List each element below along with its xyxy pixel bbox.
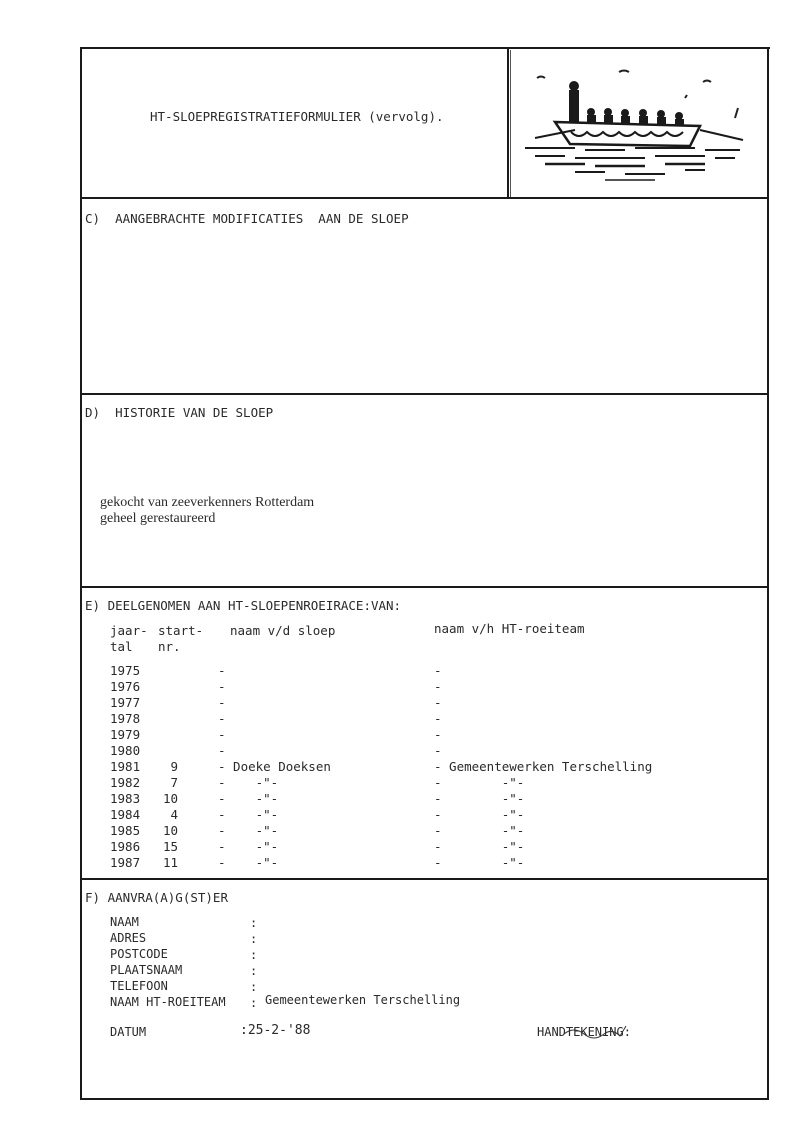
race-team-name: - -"- <box>434 775 525 790</box>
field-label-plaatsnaam: PLAATSNAAM <box>110 963 183 977</box>
race-team-name: - <box>434 695 442 710</box>
col-header-boat: naam v/d sloep <box>230 623 336 638</box>
signature-label: HANDTEKENING: <box>537 1025 631 1039</box>
date-value[interactable]: :25-2-'88 <box>240 1023 311 1038</box>
col-header-start-2: nr. <box>158 639 181 654</box>
field-colon: : <box>250 980 258 994</box>
race-team-name: - -"- <box>434 839 525 854</box>
bird-icon <box>685 95 687 98</box>
section-d-heading: D) HISTORIE VAN DE SLOEP <box>85 405 274 420</box>
date-label: DATUM <box>110 1025 147 1039</box>
col-header-year-1: jaar- <box>110 623 148 638</box>
col-header-team: naam v/h HT-roeiteam <box>434 621 585 636</box>
race-team-name: - <box>434 679 442 694</box>
form-title: HT-SLOEPREGISTRATIEFORMULIER (vervolg). <box>150 109 444 124</box>
race-boat-name: - <box>218 695 226 710</box>
col-header-year-2: tal <box>110 639 133 654</box>
bird-icon <box>537 77 545 79</box>
race-year: 1978 <box>110 711 141 726</box>
race-team-name: - -"- <box>434 855 525 870</box>
field-label-telefoon: TELEFOON <box>110 979 168 993</box>
history-line-1: gekocht van zeeverkenners Rotterdam <box>100 495 315 510</box>
signature-mark <box>560 1022 650 1042</box>
race-year: 1985 <box>110 823 141 838</box>
race-team-name: - -"- <box>434 823 525 838</box>
field-label-roeiteam: NAAM HT-ROEITEAM <box>110 995 226 1009</box>
race-boat-name: - -"- <box>218 791 279 806</box>
section-e-heading: E) DEELGENOMEN AAN HT-SLOEPENROEIRACE:VAN: <box>85 598 402 613</box>
race-team-name: - <box>434 663 442 678</box>
race-boat-name: - <box>218 743 226 758</box>
race-start-nr: 7 <box>170 775 178 790</box>
race-start-nr: 10 <box>162 823 178 838</box>
field-colon: : <box>250 948 258 962</box>
race-team-name: - <box>434 743 442 758</box>
field-value-roeiteam[interactable]: Gemeentewerken Terschelling <box>265 993 461 1007</box>
field-colon: : <box>250 916 258 930</box>
race-year: 1983 <box>110 791 141 806</box>
field-colon: : <box>250 964 258 978</box>
frame-right <box>767 47 769 1100</box>
race-boat-name: - -"- <box>218 775 279 790</box>
race-boat-name: - -"- <box>218 807 279 822</box>
race-year: 1987 <box>110 855 141 870</box>
race-year: 1976 <box>110 679 141 694</box>
race-boat-name: - <box>218 727 226 742</box>
field-colon: : <box>250 996 258 1010</box>
race-year: 1979 <box>110 727 141 742</box>
section-c-bottom <box>80 393 769 395</box>
race-year: 1986 <box>110 839 141 854</box>
race-start-nr: 15 <box>162 839 178 854</box>
rowing-boat-illustration <box>515 60 755 190</box>
race-boat-name: - -"- <box>218 823 279 838</box>
section-d-bottom <box>80 586 769 588</box>
frame-bottom <box>80 1098 769 1100</box>
header-divider <box>507 47 509 199</box>
bird-icon <box>703 81 711 83</box>
race-team-name: - <box>434 727 442 742</box>
field-label-adres: ADRES <box>110 931 147 945</box>
header-inner-box <box>510 50 511 198</box>
race-year: 1977 <box>110 695 141 710</box>
race-year: 1981 <box>110 759 141 774</box>
bird-icon <box>735 108 738 118</box>
race-year: 1975 <box>110 663 141 678</box>
race-boat-name: - <box>218 711 226 726</box>
field-label-naam: NAAM <box>110 915 139 929</box>
race-boat-name: - -"- <box>218 855 279 870</box>
col-header-start-1: start- <box>158 623 204 638</box>
race-team-name: - -"- <box>434 807 525 822</box>
frame-top <box>80 47 770 49</box>
race-team-name: - Gemeentewerken Terschelling <box>434 759 653 774</box>
header-bottom <box>80 197 769 199</box>
race-boat-name: - Doeke Doeksen <box>218 759 331 774</box>
race-boat-name: - -"- <box>218 839 279 854</box>
race-year: 1980 <box>110 743 141 758</box>
race-start-nr: 11 <box>162 855 178 870</box>
race-boat-name: - <box>218 663 226 678</box>
frame-left <box>80 47 82 1100</box>
bird-icon <box>619 71 629 73</box>
race-boat-name: - <box>218 679 226 694</box>
field-colon: : <box>250 932 258 946</box>
race-team-name: - -"- <box>434 791 525 806</box>
history-line-2: geheel gerestaureerd <box>100 511 216 526</box>
race-year: 1984 <box>110 807 141 822</box>
section-f-heading: F) AANVRA(A)G(ST)ER <box>85 890 228 905</box>
race-start-nr: 4 <box>170 807 178 822</box>
field-label-postcode: POSTCODE <box>110 947 168 961</box>
race-start-nr: 9 <box>170 759 178 774</box>
race-start-nr: 10 <box>162 791 178 806</box>
race-team-name: - <box>434 711 442 726</box>
section-e-bottom <box>80 878 769 880</box>
section-c-heading: C) AANGEBRACHTE MODIFICATIES AAN DE SLOEP <box>85 211 409 226</box>
race-year: 1982 <box>110 775 141 790</box>
